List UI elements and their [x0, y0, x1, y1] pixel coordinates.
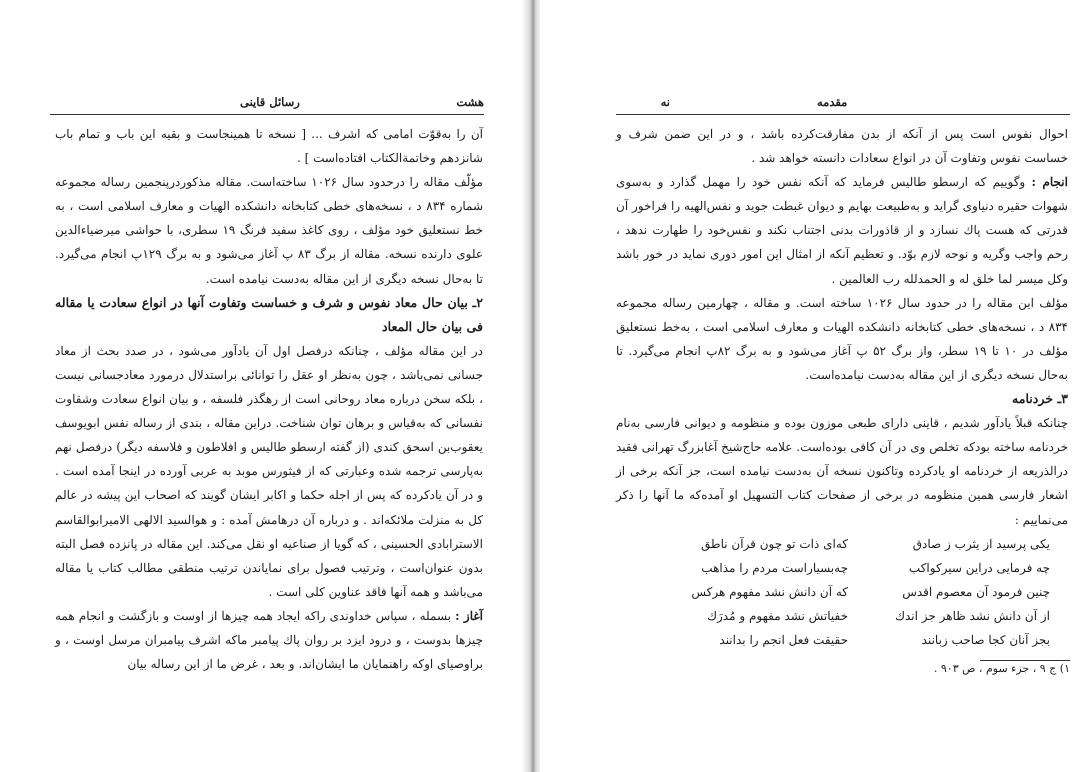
paragraph-text: آن را به‌قوّت امامی که اشرف ... [ نسخه‌ تا همینجاست و بقیه‌ این باب و تمام باب شانزدهم وخاتمةالکتاب افتاده‌است ] . [55, 127, 483, 166]
body-paragraph [55, 339, 483, 604]
running-header [622, 95, 1072, 111]
body-paragraph [55, 122, 483, 170]
body-paragraph [616, 411, 1068, 531]
poem-hemistich-first: بجز آنان کجا صاحب زبانند [921, 632, 1050, 647]
running-header [50, 95, 484, 111]
body-paragraph [616, 291, 1068, 387]
footnote: ۱) ج ۹ ، جزء سوم ، ص ۹۰۳ . [933, 662, 1070, 675]
left-body-text [55, 122, 483, 676]
paragraph-text: چنانکه قبلاً یادآور شدیم ، قاینی دارای طبعی موزون بوده و منظومه و دیوانی فارسی به‌نام خردنامه ساخته بودکه تخلص وی در آن کافی بوده‌است. علامه حاج‌شیخ آغابزرگ تهرانی فقید درالذریعه از خردنامه او یادکرده وتاکنون نسخه‌ آن به‌دست نیامده است، جز آنکه برخی از اشعار فارسی همین منظومه در برخی از صفحات کتاب التسهیل او آمده‌که ما آنها را ذکر می‌نماییم : [616, 416, 1068, 527]
body-paragraph [55, 170, 483, 290]
paragraph-text: وگوییم که ارسطو طالیس فرماید که آنکه نفس خود را مهمل گذارد و به‌سوی شهوات حقیره‌ دنیاوی گراید و به‌طبیعت بهایم و دیوان غبطت جوید و نفس‌الهیه را فراخور آن قدرتی که هست پاك نسازد و از قاذورات بدنی اجتناب نکند و نفس‌خود را طهارت ندهد ، رحم واجب وگریه و نوحه لازم بوّد. و تعظیم آنکه از امثال این امور دوری نماید در خور باشد وکل میسر لما خلق له و الحمدلله رب العالمین . [616, 175, 1068, 286]
paragraph-lead: انجام : [1031, 175, 1068, 190]
paragraph-text: در این مقاله مؤلف ، چنانکه درفصل اول آن یادآور می‌شود ، در صدد بحث از معاد جسانی نمی‌باشد ، چون به‌نظر او عقل را توانائی براستدلال درمورد معادجسانی نیست ، بلکه سخن درباره‌ معاد روحانی است از رهگذر فلسفه ، و بیان انواع سعادت وشقاوت نفسانی که به‌قیاس و برهان توان شناخت. دراین مقاله ، بندی از رساله‌ نفس ابویوسف یعقوب‌بن اسحق کندی (از گفته‌ ارسطو طالیس و افلاطون و فلاسفه‌ دیگر) درفصل نهم به‌پارسی ترجمه شده وعبارتی که از فیثورس موبد به عربی آورده در اینجا آمده است . و در آن یادکرده که پس از اجله‌ حکما و اکابر ایشان گویند که اصحاب این پیشه در عالم کل به منزلت ملائکه‌اند . و درباره‌ آن درهامش آمده : و هوالسید الالهی الامیرابوالقاسم الاسترابادی الحسینی ، که گویا از صناعیه‌ او نقل می‌کند. این مقاله در پانزده فصل البته بدون عنوان‌است ، وترتیب فصول برای نمایاندن ترتیب منطقی مطالب کتاب یا مقاله می‌باشد و همه‌ آنها فاقد عناوین کلی است . [55, 343, 483, 599]
paragraph-text: احوال نفوس است پس از آنکه از بدن مفارقت‌کرده باشد ، و در این ضمن شرف و خساست نفوس وتفاوت آن در انواع سعادات دانسته خواهد شد . [616, 127, 1068, 166]
paragraph-lead: آغاز : [455, 608, 483, 623]
footnote-rule [980, 660, 1070, 661]
poem-hemistich-second: که آن دانش نشد مفهوم هرکس [691, 584, 848, 599]
poem-hemistich-first: چه فرمایی دراین سیرکواکب [908, 560, 1050, 575]
paragraph-text: بسمله ، سپاس خداوندی راکه ایجاد همه‌ چیزها از اوست و بازگشت و انجام همه‌ چیزها بدوست ، و درود ایزد بر روان پاك پیامبر ماکه اشرف پیامبران مرسل‌ اوست ، و براوصیای اوکه راهنمایان ما ایشان‌اند. و بعد ، غرض ما از این رساله بیان [55, 608, 483, 672]
paragraph-text: مؤلف این مقاله را در حدود سال ۱۰۲۶ ساخته است. و مقاله ، چهارمین رساله‌ مجموعه‌ ۸۳۴ د ، نسخه‌های خطی کتابخانه‌ دانشکده‌ الهیات و معارف اسلامی است ، به‌خط نستعلیق مؤلف در ۱۰ تا ۱۹ سطر، واز برگ ۵۲ پ آغاز می‌شود و به برگ ۸۲پ انجام می‌گیرد. تا به‌حال نسخه‌ دیگری از این مقاله به‌دست نیامده‌است. [616, 295, 1069, 382]
running-title: مقدمه [817, 95, 848, 109]
poem-hemistich-second: که‌ای ذات تو چون قرآن ناطق [701, 536, 848, 551]
poem-hemistich-first: چنین فرمود آن معصوم اقدس [902, 584, 1050, 599]
poem [676, 532, 1050, 652]
right-page [540, 0, 1077, 772]
right-body-text [616, 122, 1068, 652]
body-paragraph [55, 604, 483, 676]
section-title: ۲ـ بیان حال معاد نفوس و شرف و خساست وتفاوت آنها در انواع سعادت یا مقاله فی بیان حال المعاد [55, 294, 483, 334]
poem-hemistich-second: حقیقت فعل انجم را بدانند [719, 632, 848, 647]
page-number: نه [660, 95, 670, 109]
left-page [0, 0, 525, 772]
body-paragraph [616, 122, 1068, 170]
running-title: رسائل قاینی [240, 95, 300, 109]
poem-hemistich-second: چه‌بسیاراست مردم را مذاهب [701, 560, 848, 575]
poem-hemistich-second: خفیاتش نشد مفهوم و مُدرَك [707, 608, 848, 623]
paragraph-text: مؤلّف مقاله را درحدود سال ۱۰۲۶ ساخته‌است. مقاله‌ مذکوردرپنجمین رساله‌ مجموعه‌ شماره‌ ۸۳۴ د ، نسخه‌های خطی کتابخانه‌ دانشکده‌ الهیات و معارف اسلامی است ، به خط نستعلیق خود مؤلف ، روی کاغذ سفید فرنگ ۱۹ سطری، با حواشی میرضیاءالدین علوی دارنده‌ نسخه. مقاله از برگ ۸۳ پ آغاز می‌شود و به برگ ۱۲۹پ انجام می‌گیرد. تا به‌حال نسخه‌ دیگری از این مقاله به‌دست نیامده است. [55, 175, 484, 286]
page-number: هشت [456, 95, 484, 109]
body-paragraph [616, 170, 1068, 290]
poem-hemistich-first: از آن دانش نشد ظاهر جز اندك [895, 608, 1050, 623]
header-rule [616, 114, 1070, 115]
header-rule [50, 114, 484, 115]
poem-hemistich-first: یکی پرسید از یثرب ز صادق [912, 536, 1050, 551]
section-title: ۳ـ خردنامه [1011, 391, 1068, 407]
book-gutter [522, 0, 542, 772]
